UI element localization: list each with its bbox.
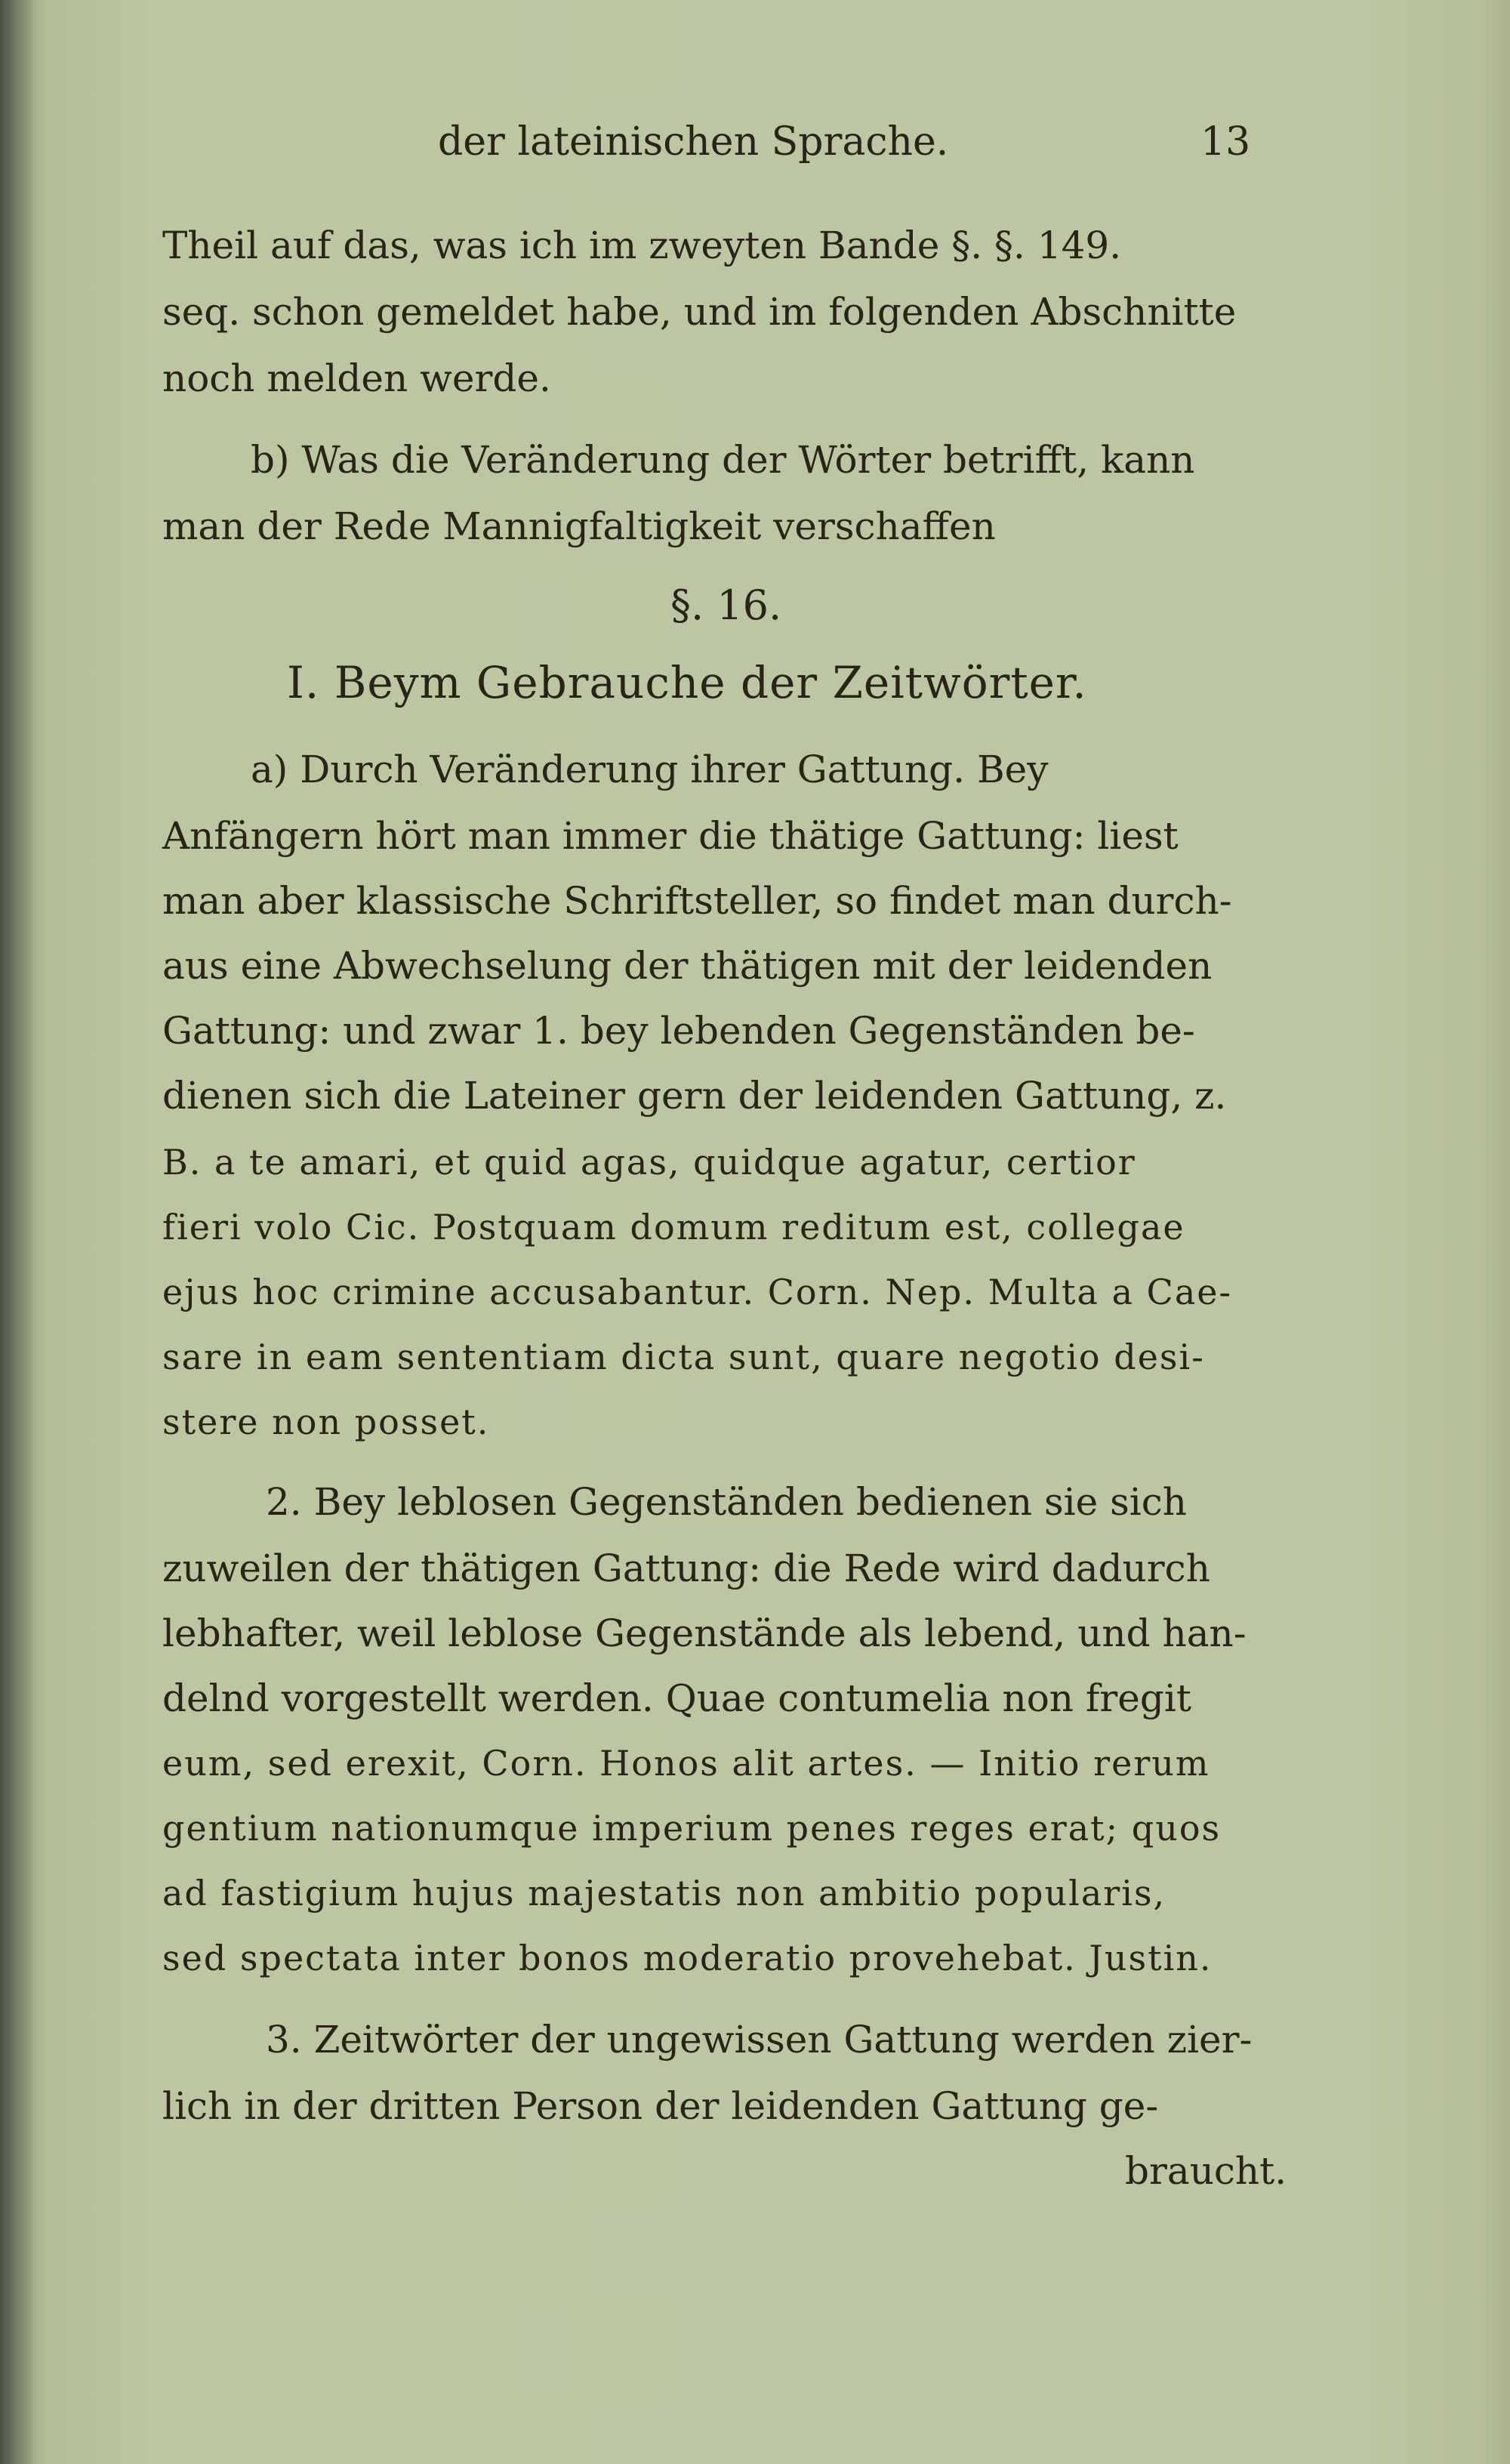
text-line: noch melden werde. (162, 356, 551, 400)
text-line: gentium nationumque imperium penes reges erat; quos (162, 1808, 1222, 1849)
text-line: man der Rede Mannigfaltigkeit verschaffen (162, 504, 996, 548)
text-line: zuweilen der thätigen Gattung: die Rede wird dadurch (162, 1547, 1210, 1590)
text-line: lich in der dritten Person der leidenden Gattung ge- (162, 2084, 1159, 2128)
text-line: 2. Bey leblosen Gegenständen bedienen sie sich (266, 1480, 1187, 1524)
text-line: b) Was die Veränderung der Wörter betrifft, kann (251, 438, 1195, 482)
text-line: Anfängern hört man immer die thätige Gattung: liest (162, 814, 1179, 858)
running-header-title: der lateinischen Sprache. (438, 119, 949, 165)
section-heading: I. Beym Gebrauche der Zeitwörter. (287, 657, 1087, 708)
text-line: a) Durch Veränderung ihrer Gattung. Bey (251, 748, 1049, 791)
catchword: braucht. (1125, 2149, 1287, 2193)
section-number: §. 16. (670, 581, 782, 629)
text-line: eum, sed erexit, Corn. Honos alit artes. — Initio rerum (162, 1743, 1210, 1784)
text-line: dienen sich die Lateiner gern der leidenden Gattung, z. (162, 1074, 1227, 1118)
text-line: ad fastigium hujus majestatis non ambitio popularis, (162, 1873, 1166, 1914)
text-line: stere non posset. (162, 1402, 490, 1442)
text-line: 3. Zeitwörter der ungewissen Gattung werden zier- (266, 2018, 1253, 2062)
text-line: ejus hoc crimine accusabantur. Corn. Nep. Multa a Cae- (162, 1272, 1233, 1312)
text-line: Gattung: und zwar 1. bey lebenden Gegenständen be- (162, 1009, 1195, 1053)
page-number: 13 (1200, 119, 1251, 165)
book-spine-shadow (0, 0, 33, 2464)
text-line: sed spectata inter bonos moderatio provehebat. Justin. (162, 1938, 1213, 1978)
text-line: man aber klassische Schriftsteller, so findet man durch- (162, 879, 1232, 923)
text-line: seq. schon gemeldet habe, und im folgenden Abschnitte (162, 290, 1237, 334)
text-line: aus eine Abwechselung der thätigen mit der leidenden (162, 944, 1213, 988)
text-line: Theil auf das, was ich im zweyten Bande §. §. 149. (162, 224, 1122, 267)
text-line: lebhafter, weil leblose Gegenstände als lebend, und han- (162, 1611, 1247, 1655)
text-line: sare in eam sententiam dicta sunt, quare negotio desi- (162, 1337, 1205, 1377)
text-line: B. a te amari, et quid agas, quidque agatur, certior (162, 1142, 1136, 1183)
text-line: fieri volo Cic. Postquam domum reditum est, collegae (162, 1207, 1185, 1247)
text-line: delnd vorgestellt werden. Quae contumelia non fregit (162, 1676, 1191, 1720)
